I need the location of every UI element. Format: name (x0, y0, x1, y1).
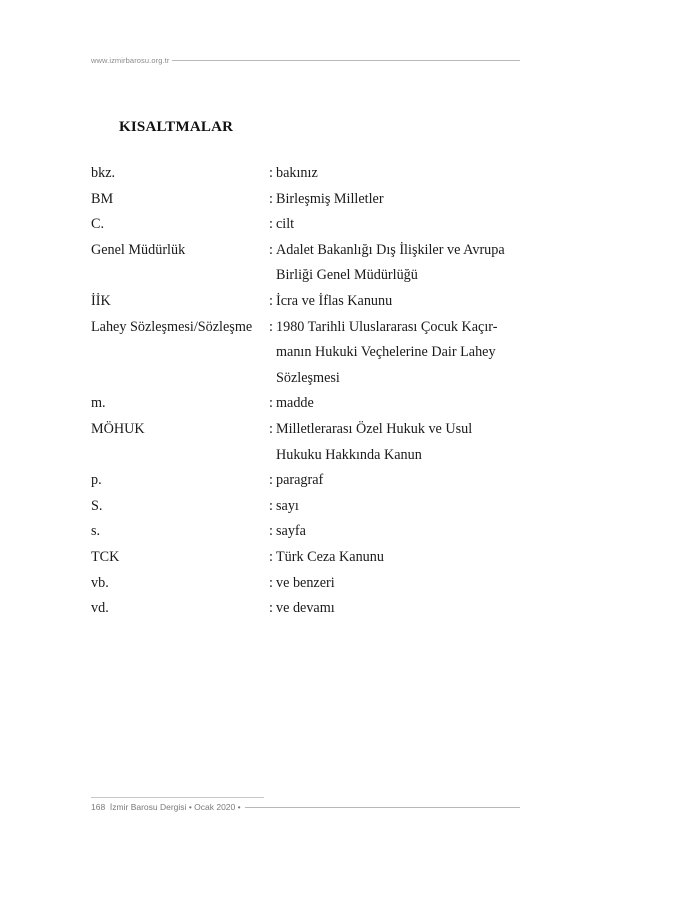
separator-colon: : (269, 165, 273, 181)
page-title: KISALTMALAR (119, 119, 234, 135)
definition-lines (276, 596, 335, 622)
abbreviation-definition (269, 571, 531, 597)
definition-lines (276, 545, 384, 571)
abbreviation-row (91, 161, 531, 187)
abbreviation-row (91, 468, 531, 494)
abbreviation-term: m. (91, 395, 106, 412)
definition-line: ve devamı (276, 600, 335, 617)
separator-colon: : (269, 420, 273, 437)
abbreviation-term: p. (91, 472, 102, 489)
definition-line: Birliği Genel Müdürlüğü (276, 267, 418, 284)
definition-line: Türk Ceza Kanunu (276, 548, 384, 565)
abbreviation-row (91, 596, 531, 622)
definition-line: paragraf (276, 472, 324, 489)
definition-lines (276, 212, 294, 238)
separator-colon: : (269, 292, 273, 309)
abbreviation-row (91, 545, 531, 571)
separator-colon: : (269, 497, 273, 514)
header-rule (172, 60, 520, 61)
definition-lines (276, 391, 314, 417)
abbreviation-term: s. (91, 523, 101, 540)
abbreviation-row (91, 238, 531, 289)
abbreviation-term: C. (91, 216, 105, 233)
separator-colon: : (269, 190, 273, 207)
definition-line: Hukuku Hakkında Kanun (276, 446, 422, 463)
separator-colon: : (269, 395, 273, 412)
definition-line: ve benzeri (276, 574, 335, 591)
definition-lines (276, 571, 335, 597)
abbreviation-term: MÖHUK (91, 420, 145, 437)
abbreviation-term: bkz. (91, 165, 116, 181)
abbreviation-term: İİK (91, 292, 111, 309)
definition-line: Milletlerarası Özel Hukuk ve Usul (276, 420, 473, 437)
separator-colon: : (269, 548, 273, 565)
definition-line: Adalet Bakanlığı Dış İlişkiler ve Avrupa (276, 241, 505, 258)
abbreviation-term: vb. (91, 574, 109, 591)
abbreviation-row (91, 391, 531, 417)
abbreviation-definition (269, 315, 531, 392)
definition-line: cilt (276, 216, 295, 233)
abbreviation-definition (269, 596, 531, 622)
footer-date: Ocak 2020 (194, 802, 236, 812)
abbreviation-list (91, 161, 531, 622)
header-url: www.izmirbarosu.org.tr (91, 55, 170, 65)
separator-colon: : (269, 600, 273, 617)
separator-colon: : (269, 241, 273, 258)
footer-text: 168 İzmir Barosu Dergisi • Ocak 2020 • (91, 802, 241, 812)
definition-lines (276, 238, 505, 289)
abbreviation-row (91, 494, 531, 520)
separator-colon: : (269, 216, 273, 233)
abbreviation-term: Lahey Sözleşmesi/Sözleşme (91, 318, 253, 335)
abbreviation-row (91, 571, 531, 597)
definition-lines (276, 187, 384, 213)
definition-line: Sözleşmesi (276, 369, 340, 386)
abbreviation-definition (269, 494, 531, 520)
abbreviation-definition (269, 161, 531, 187)
page-footer (91, 800, 520, 814)
definition-lines (276, 494, 299, 520)
footer-overline (91, 797, 264, 798)
abbreviation-row (91, 315, 531, 392)
abbreviation-definition (269, 212, 531, 238)
page-header (91, 53, 520, 67)
abbreviation-term: TCK (91, 548, 120, 565)
abbreviation-row (91, 519, 531, 545)
definition-line: 1980 Tarihli Uluslararası Çocuk Kaçır- (276, 318, 498, 335)
abbreviation-definition (269, 187, 531, 213)
separator-colon: : (269, 472, 273, 489)
footer-rule (245, 807, 520, 808)
definition-line: sayı (276, 497, 299, 514)
abbreviation-definition (269, 289, 531, 315)
definition-lines (276, 315, 497, 392)
abbreviation-term: Genel Müdürlük (91, 241, 186, 258)
abbreviation-definition (269, 238, 531, 289)
definition-lines (276, 519, 306, 545)
definition-line: sayfa (276, 523, 306, 540)
definition-line: madde (276, 395, 314, 412)
definition-lines (276, 468, 323, 494)
definition-line: bakınız (276, 165, 318, 181)
footer-page-number: 168 (91, 802, 106, 812)
abbreviation-term: vd. (91, 600, 109, 617)
abbreviation-definition (269, 468, 531, 494)
footer-journal: İzmir Barosu Dergisi (109, 802, 187, 812)
separator-colon: : (269, 574, 273, 591)
abbreviation-term: BM (91, 190, 114, 207)
separator-colon: : (269, 523, 273, 540)
definition-lines (276, 289, 392, 315)
abbreviation-row (91, 212, 531, 238)
separator-colon: : (269, 318, 273, 335)
abbreviation-definition (269, 391, 531, 417)
definition-lines (276, 417, 472, 468)
abbreviation-row (91, 289, 531, 315)
abbreviation-row (91, 187, 531, 213)
abbreviation-row (91, 417, 531, 468)
abbreviation-definition (269, 417, 531, 468)
abbreviation-term: S. (91, 497, 103, 514)
definition-line: İcra ve İflas Kanunu (276, 292, 393, 309)
definition-line: Birleşmiş Milletler (276, 190, 384, 207)
abbreviation-definition (269, 519, 531, 545)
abbreviation-definition (269, 545, 531, 571)
definition-lines (276, 161, 318, 187)
definition-line: manın Hukuki Veçhelerine Dair Lahey (276, 344, 496, 361)
